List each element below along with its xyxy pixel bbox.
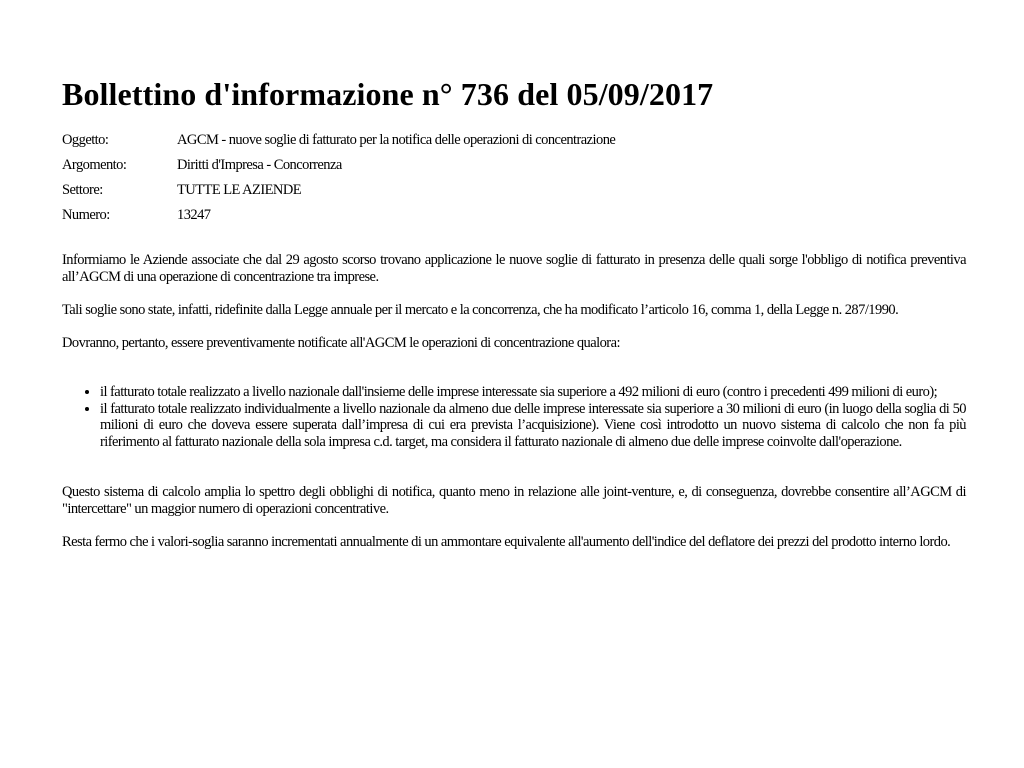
meta-value: AGCM - nuove soglie di fatturato per la notifica delle operazioni di concentrazione: [177, 132, 616, 148]
body-paragraph: Informiamo le Aziende associate che dal 29 agosto scorso trovano applicazione le nuove soglie di fatturato in presenza delle quali sorge l'obbligo di notifica preventiva all’AGCM di una operazione di concentrazione tra imprese.: [62, 252, 966, 285]
list-item: • il fatturato totale realizzato individualmente a livello nazionale da almeno due delle imprese interessate sia superiore a 30 milioni di euro (in luogo della soglia di 50 milioni di euro che doveva essere superata dall’impresa di cui era prevista l’acquisizione). Viene così introdotto un nuovo sistema di calcolo che non fa più riferimento al fatturato nazionale della sola impresa c.d. target, ma considera il fatturato nazionale di almeno due delle imprese coinvolte dall'operazione.: [100, 401, 966, 451]
body-paragraph: Questo sistema di calcolo amplia lo spettro degli obblighi di notifica, quanto meno in relazione alle joint-venture, e, di conseguenza, dovrebbe consentire all’AGCM di "intercettare" un maggior numero di operazioni concentrative.: [62, 484, 966, 517]
meta-row-oggetto: [62, 132, 615, 157]
body-paragraph: Resta fermo che i valori-soglia saranno incrementati annualmente di un ammontare equivalente all'aumento dell'indice del deflatore dei prezzi del prodotto interno lordo.: [62, 534, 951, 550]
meta-row-numero: [62, 207, 615, 232]
meta-label: Oggetto:: [62, 132, 109, 148]
list-item: • il fatturato totale realizzato a livello nazionale dall'insieme delle imprese interessate sia superiore a 492 milioni di euro (contro i precedenti 499 milioni di euro);: [100, 384, 966, 401]
meta-label: Argomento:: [62, 157, 127, 173]
meta-row-settore: [62, 182, 615, 207]
meta-value: Diritti d'Impresa - Concorrenza: [177, 157, 342, 173]
body-paragraph: Tali soglie sono state, infatti, ridefinite dalla Legge annuale per il mercato e la concorrenza, che ha modificato l’articolo 16, comma 1, della Legge n. 287/1990.: [62, 302, 899, 318]
body-paragraph: Dovranno, pertanto, essere preventivamente notificate all'AGCM le operazioni di concentrazione qualora:: [62, 334, 620, 351]
conditions-list: [62, 384, 966, 450]
page-title: Bollettino d'informazione n° 736 del 05/09/2017: [62, 76, 714, 112]
meta-label: Settore:: [62, 182, 103, 198]
meta-label: Numero:: [62, 207, 110, 223]
meta-row-argomento: [62, 157, 615, 182]
meta-value: TUTTE LE AZIENDE: [177, 182, 302, 198]
metadata-table: [62, 132, 615, 232]
meta-value: 13247: [177, 207, 211, 223]
